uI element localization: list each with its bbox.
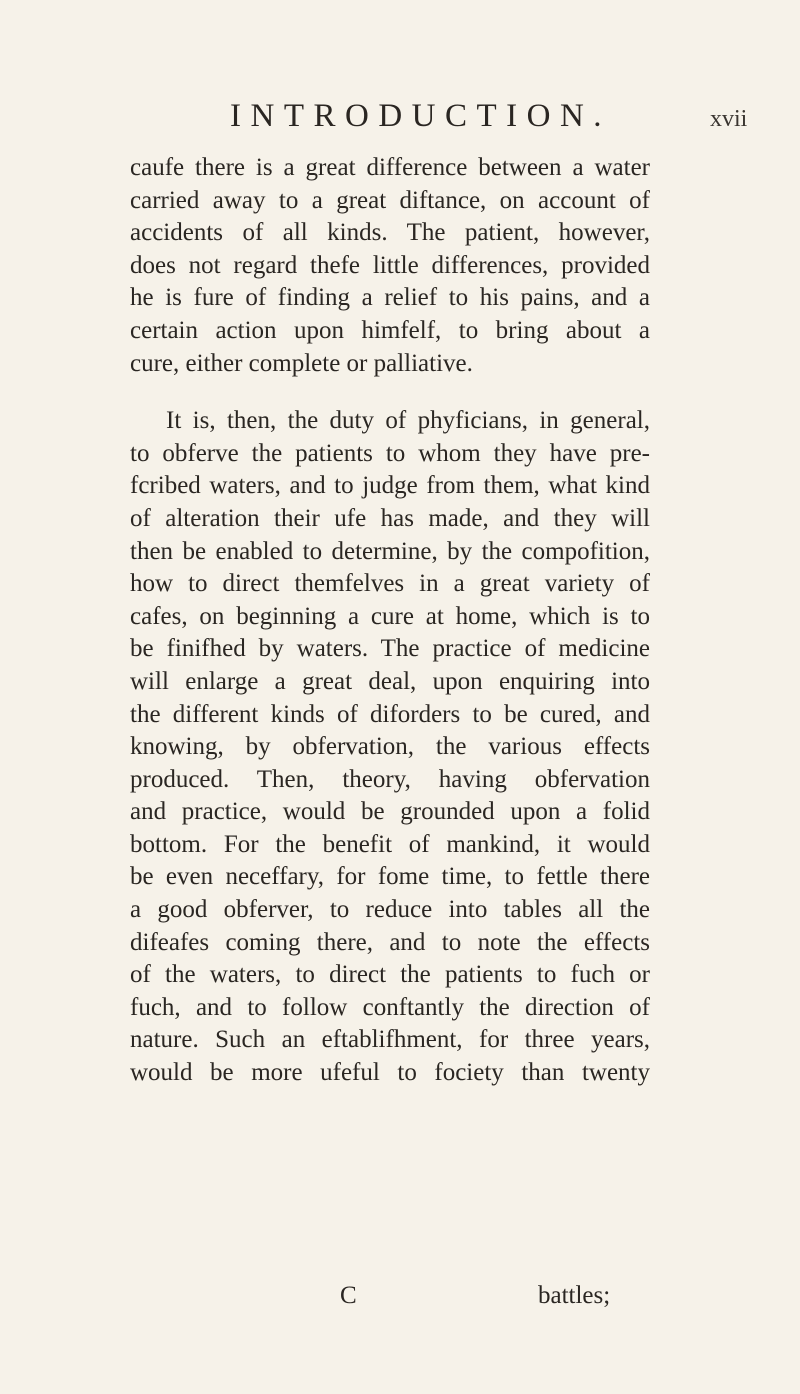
text-line: be finifhed by waters. The practice of medicine [130, 635, 650, 663]
text-line: he is fure of finding a relief to his pains, and a [130, 284, 650, 312]
body-text [130, 152, 650, 1090]
text-line: knowing, by obfervation, the various effects [130, 733, 650, 761]
signature-mark: C [340, 1282, 357, 1309]
text-line: will enlarge a great deal, upon enquiring into [130, 667, 650, 695]
text-line: the different kinds of diforders to be cured, and [130, 700, 650, 728]
paragraph-gap [130, 380, 650, 405]
text-line: how to direct themfelves in a great variety of [130, 570, 650, 598]
catchword: battles; [538, 1282, 611, 1309]
text-line: cure, either complete or palliative. [130, 349, 473, 377]
text-line: fuch, and to follow conftantly the direction of [130, 993, 650, 1021]
text-line: of the waters, to direct the patients to fuch or [130, 961, 650, 989]
text-line: It is, then, the duty of phyficians, in general, [166, 407, 650, 435]
text-line: certain action upon himfelf, to bring about a [130, 316, 650, 344]
text-line: and practice, would be grounded upon a folid [130, 798, 650, 826]
text-line: does not regard thefe little differences, provided [130, 251, 650, 279]
running-head [0, 98, 800, 148]
text-line: of alteration their ufe has made, and they will [130, 504, 650, 532]
text-line: bottom. For the benefit of mankind, it would [130, 830, 650, 858]
text-line: would be more ufeful to fociety than twenty [130, 1059, 650, 1087]
text-line: a good obferver, to reduce into tables all the [130, 896, 650, 924]
text-line: nature. Such an eftablifhment, for three years, [130, 1026, 650, 1054]
text-line: accidents of all kinds. The patient, however, [130, 219, 650, 247]
text-line: difeafes coming there, and to note the effects [130, 928, 650, 956]
text-line: caufe there is a great difference between a water [130, 154, 650, 181]
text-line: carried away to a great diftance, on account of [130, 186, 650, 214]
page-number: xvii [710, 106, 748, 132]
text-line: to obferve the patients to whom they have pre- [130, 439, 650, 467]
text-line: produced. Then, theory, having obfervation [130, 765, 650, 793]
text-line: fcribed waters, and to judge from them, what kind [130, 472, 650, 500]
text-line: be even neceffary, for fome time, to fettle there [130, 863, 650, 891]
page-footer [0, 1282, 800, 1316]
text-line: cafes, on beginning a cure at home, which is to [130, 602, 650, 630]
text-line: then be enabled to determine, by the compofition, [130, 537, 650, 565]
page-title: INTRODUCTION. [230, 98, 612, 134]
